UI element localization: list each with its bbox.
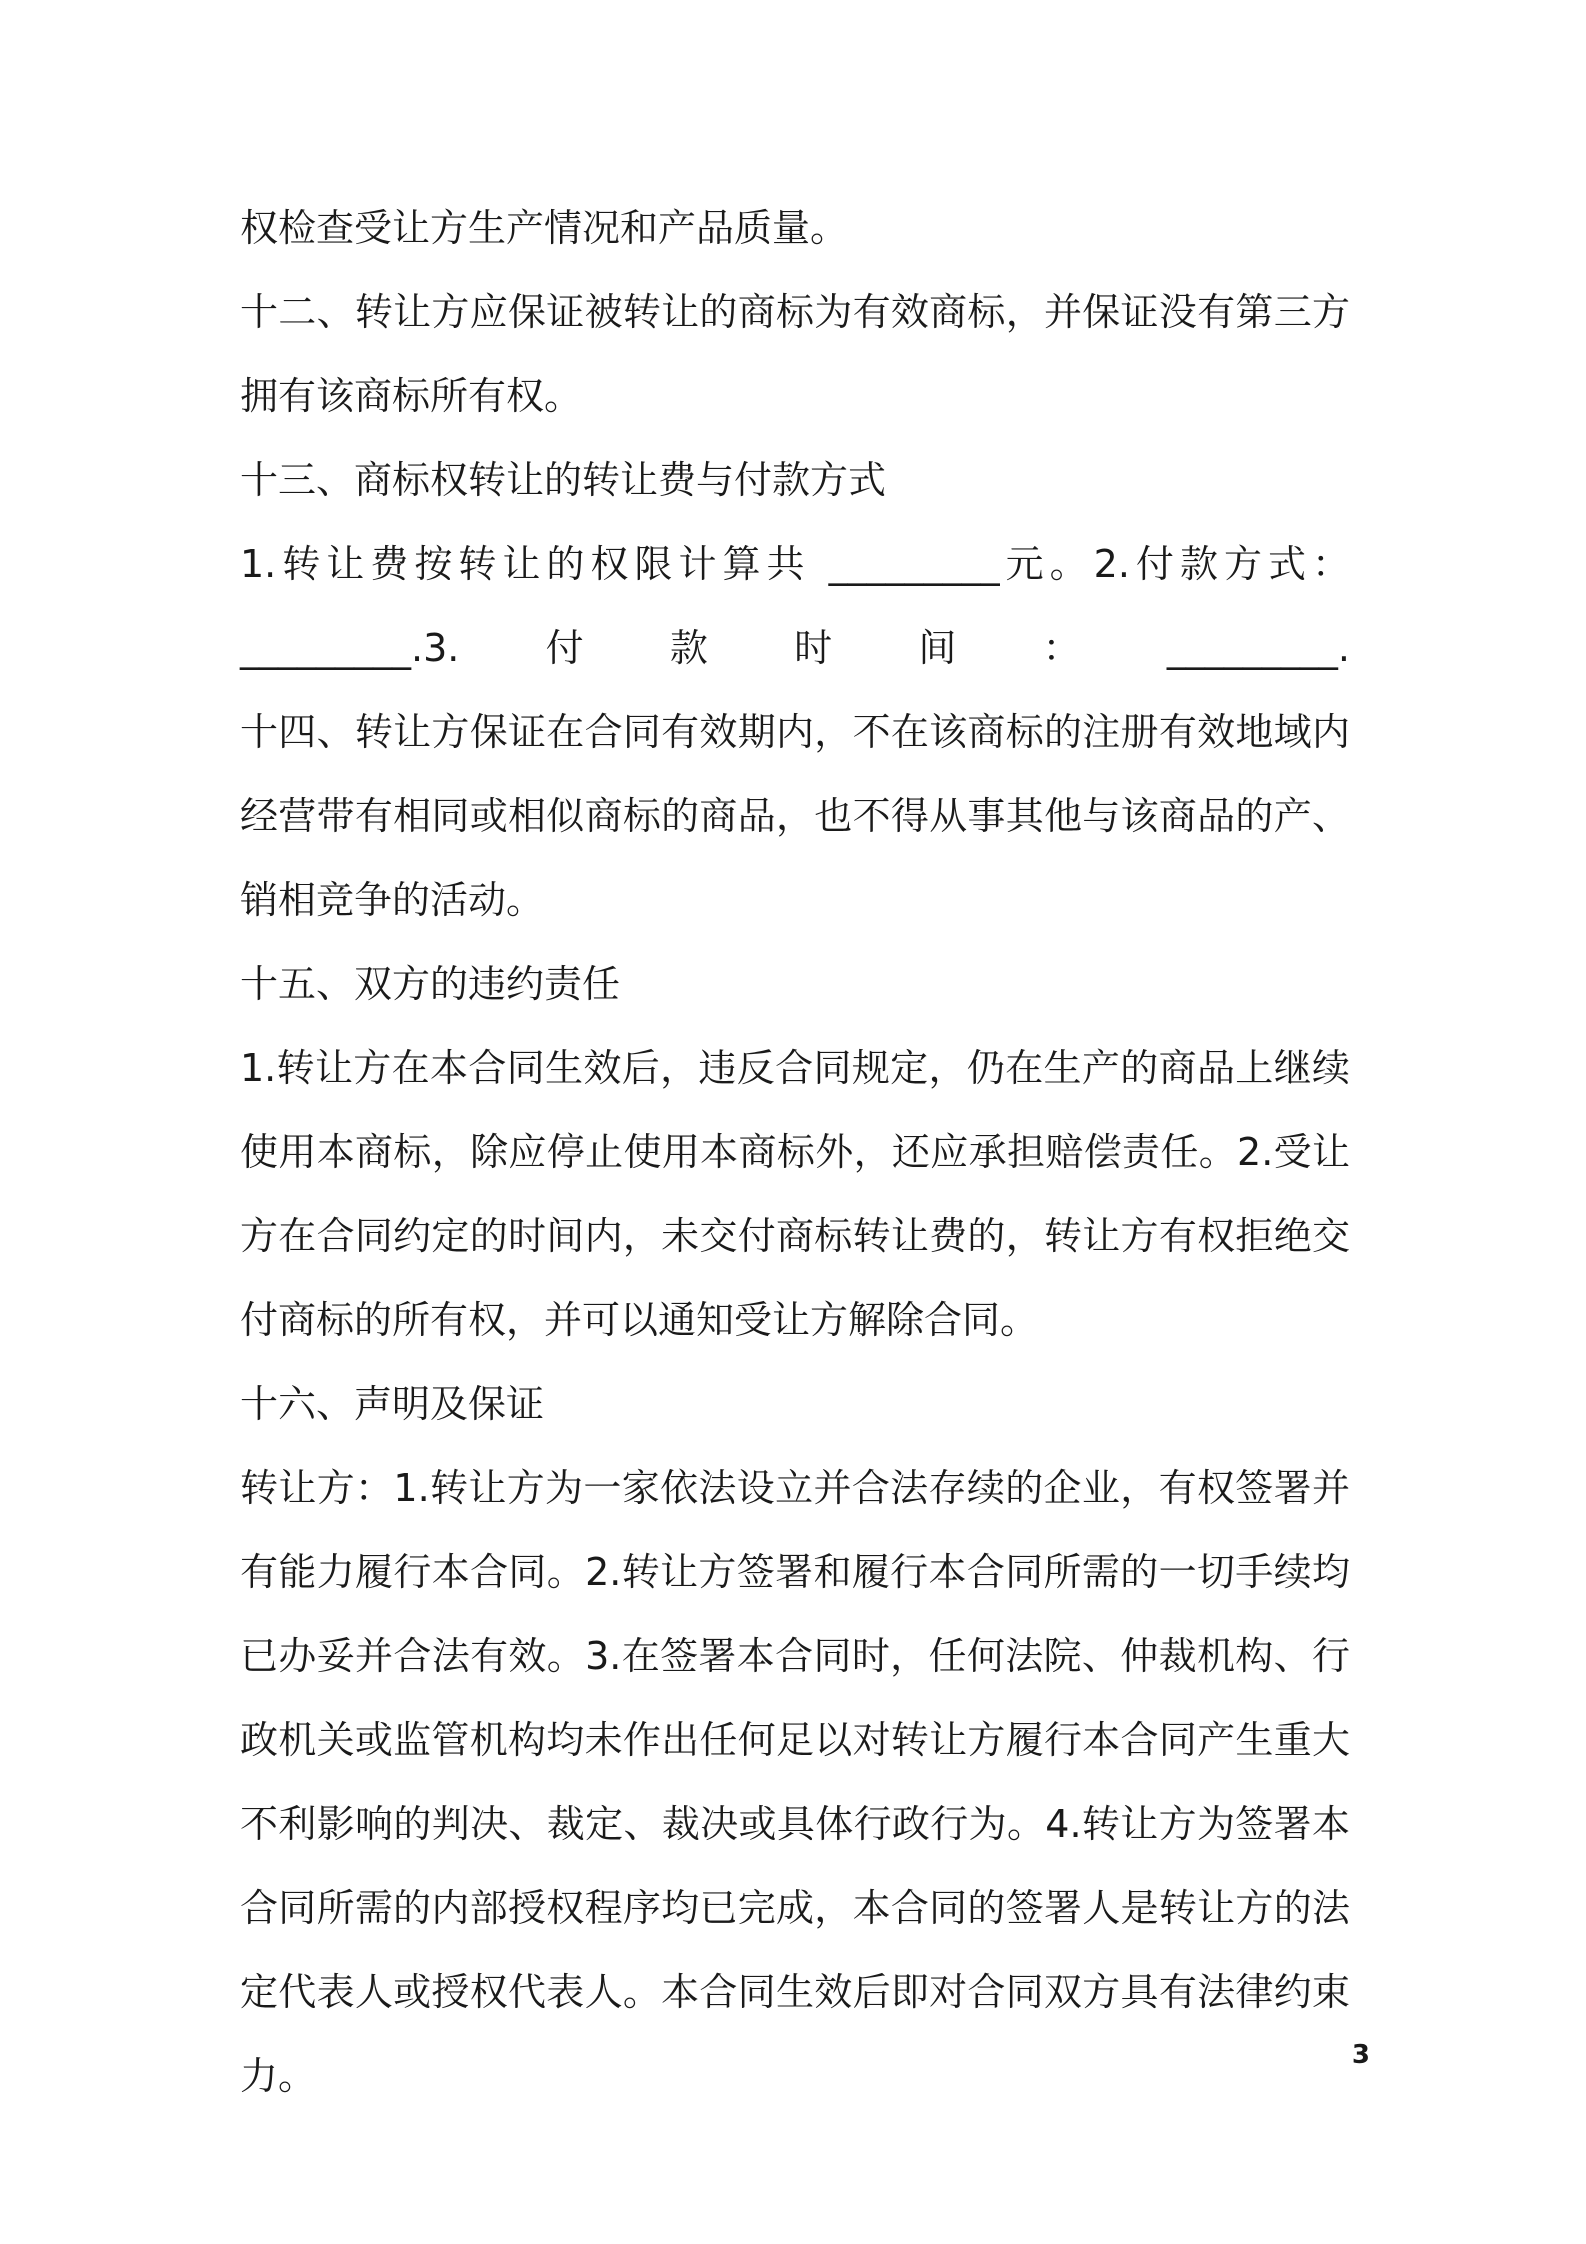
clause-16-warranties: 转让方：1.转让方为一家依法设立并合法存续的企业，有权签署并有能力履行本合同。2.转让方签署和履行本合同所需的一切手续均已办妥并合法有效。3.在签署本合同时，任何法院、仲裁机构、行政机关或监管机构均未作出任何足以对转让方履行本合同产生重大不利影响的判决、裁定、裁决或具体行政行为。4.转让方为签署本合同所需的内部授权程序均已完成，本合同的签署人是转让方的法定代表人或授权代表人。本合同生效后即对合同双方具有法律约束力。 (240, 1466, 1350, 2098)
clause-16-heading: 十六、声明及保证 (240, 1382, 545, 1426)
clause-15-heading: 十五、双方的违约责任 (240, 962, 621, 1006)
clause-12: 十二、转让方应保证被转让的商标为有效商标，并保证没有第三方拥有该商标所有权。 (240, 290, 1350, 418)
clause-13-heading: 十三、商标权转让的转让费与付款方式 (240, 458, 887, 502)
clause-14: 十四、转让方保证在合同有效期内，不在该商标的注册有效地域内经营带有相同或相似商标的商品，也不得从事其他与该商品的产、销相竞争的活动。 (240, 710, 1350, 922)
clause-15-liability: 1.转让方在本合同生效后，违反合同规定，仍在生产的商品上继续使用本商标，除应停止使用本商标外，还应承担赔偿责任。2.受让方在合同约定的时间内，未交付商标转让费的，转让方有权拒绝交付商标的所有权，并可以通知受让方解除合同。 (240, 1046, 1350, 1342)
document-body (240, 186, 1350, 2118)
clause-13-payment-terms: 1.转让费按转让的权限计算共 _________元。2.付款方式：_________.3.付款时间：_________. (240, 542, 1350, 670)
page-number: 3 (1351, 2040, 1370, 2070)
paragraph-continuation: 权检查受让方生产情况和产品质量。 (240, 206, 849, 250)
